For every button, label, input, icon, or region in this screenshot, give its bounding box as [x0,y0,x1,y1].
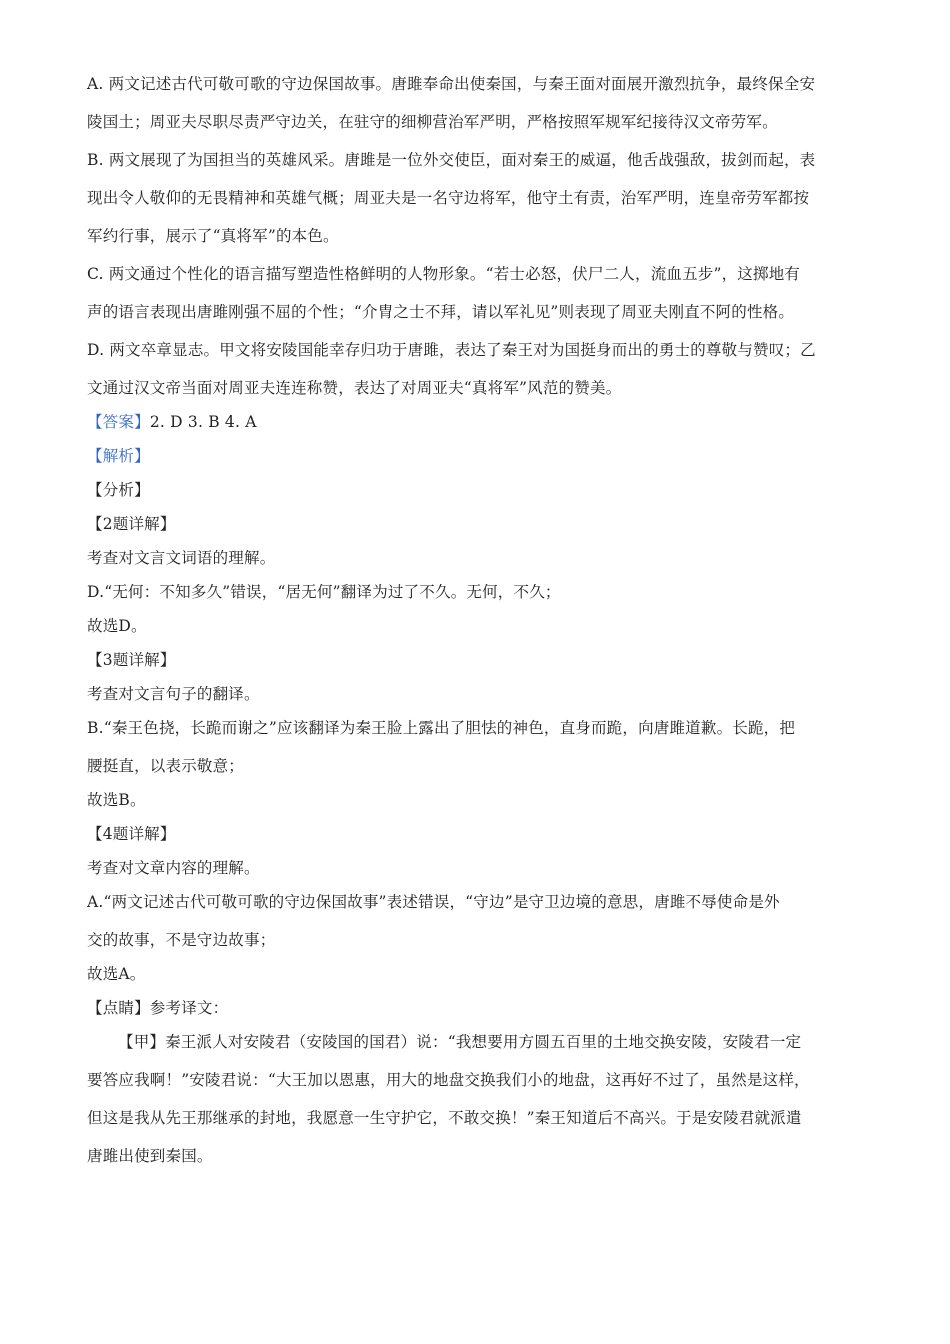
analysis-subhead: 【分析】 [87,481,150,499]
option-c-line-2: 声的语言表现出唐雎刚强不屈的个性；“介胄之士不拜，请以军礼见”则表现了周亚夫刚直不阿的性格。 [87,303,795,321]
q3-line-2: B.“秦王色挠，长跪而谢之”应该翻译为秦王脸上露出了胆怯的神色，直身而跪，向唐雎道歉。长跪，把 [87,719,796,737]
option-b-line-1: B. 两文展现了为国担当的英雄风采。唐雎是一位外交使臣，面对秦王的威逼，他舌战强敌，拔剑而起，表 [87,151,816,169]
q3-heading: 【3题详解】 [87,651,176,669]
option-a-line-2: 陵国土；周亚夫尽职尽责严守边关，在驻守的细柳营治军严明，严格按照军规军纪接待汉文帝劳军。 [87,113,778,131]
translation-line-2: 要答应我啊！”安陵君说：“大王加以恩惠，用大的地盘交换我们小的地盘，这再好不过了，虽然是这样， [87,1071,810,1089]
q4-line-3: 交的故事，不是守边故事； [87,931,276,949]
q2-line-3: 故选D。 [87,617,147,635]
option-d-line-1: D. 两文卒章显志。甲文将安陵国能幸存归功于唐雎，表达了秦王对为国挺身而出的勇士的尊敬与赞叹；乙 [87,341,816,359]
document-body [87,74,867,1184]
translation-line-1: 【甲】秦王派人对安陵君（安陵国的国君）说：“我想要用方圆五百里的土地交换安陵，安陵君一定 [118,1033,802,1051]
option-b-line-2: 现出令人敬仰的无畏精神和英雄气概；周亚夫是一名守边将军，他守土有责，治军严明，连皇帝劳军都按 [87,189,810,207]
q3-line-1: 考查对文言句子的翻译。 [87,685,260,703]
dianjing-heading: 【点睛】参考译文： [87,999,229,1017]
answer-line [87,412,867,432]
answer-value: 2. D 3. B 4. A [149,413,257,431]
option-a-line-1: A. 两文记述古代可敬可歌的守边保国故事。唐雎奉命出使秦国，与秦王面对面展开激烈抗争，最终保全安 [87,75,816,93]
translation-line-4: 唐雎出使到秦国。 [87,1147,213,1165]
option-d-line-2: 文通过汉文帝当面对周亚夫连连称赞，表达了对周亚夫“真将军”风范的赞美。 [87,379,622,397]
q3-line-4: 故选B。 [87,791,146,809]
q2-line-1: 考查对文言文词语的理解。 [87,549,276,567]
option-c-line-1: C. 两文通过个性化的语言描写塑造性格鲜明的人物形象。“若士必怒，伏尸二人，流血五步”，这掷地有 [87,265,801,283]
q4-line-4: 故选A。 [87,965,146,983]
translation-line-3: 但这是我从先王那继承的封地，我愿意一生守护它，不敢交换！”秦王知道后不高兴。于是安陵君就派遣 [87,1109,802,1127]
q4-line-2: A.“两文记述古代可敬可歌的守边保国故事”表述错误，“守边”是守卫边境的意思，唐雎不辱使命是外 [87,893,780,911]
analysis-label: 【解析】 [87,447,150,465]
answer-label: 【答案】 [87,413,150,431]
q2-heading: 【2题详解】 [87,515,176,533]
q2-line-2: D.“无何：不知多久”错误，“居无何”翻译为过了不久。无何，不久； [87,583,561,601]
q4-line-1: 考查对文章内容的理解。 [87,859,260,877]
q4-heading: 【4题详解】 [87,825,176,843]
q3-line-3: 腰挺直，以表示敬意； [87,757,245,775]
option-b-line-3: 军约行事，展示了“真将军”的本色。 [87,227,339,245]
